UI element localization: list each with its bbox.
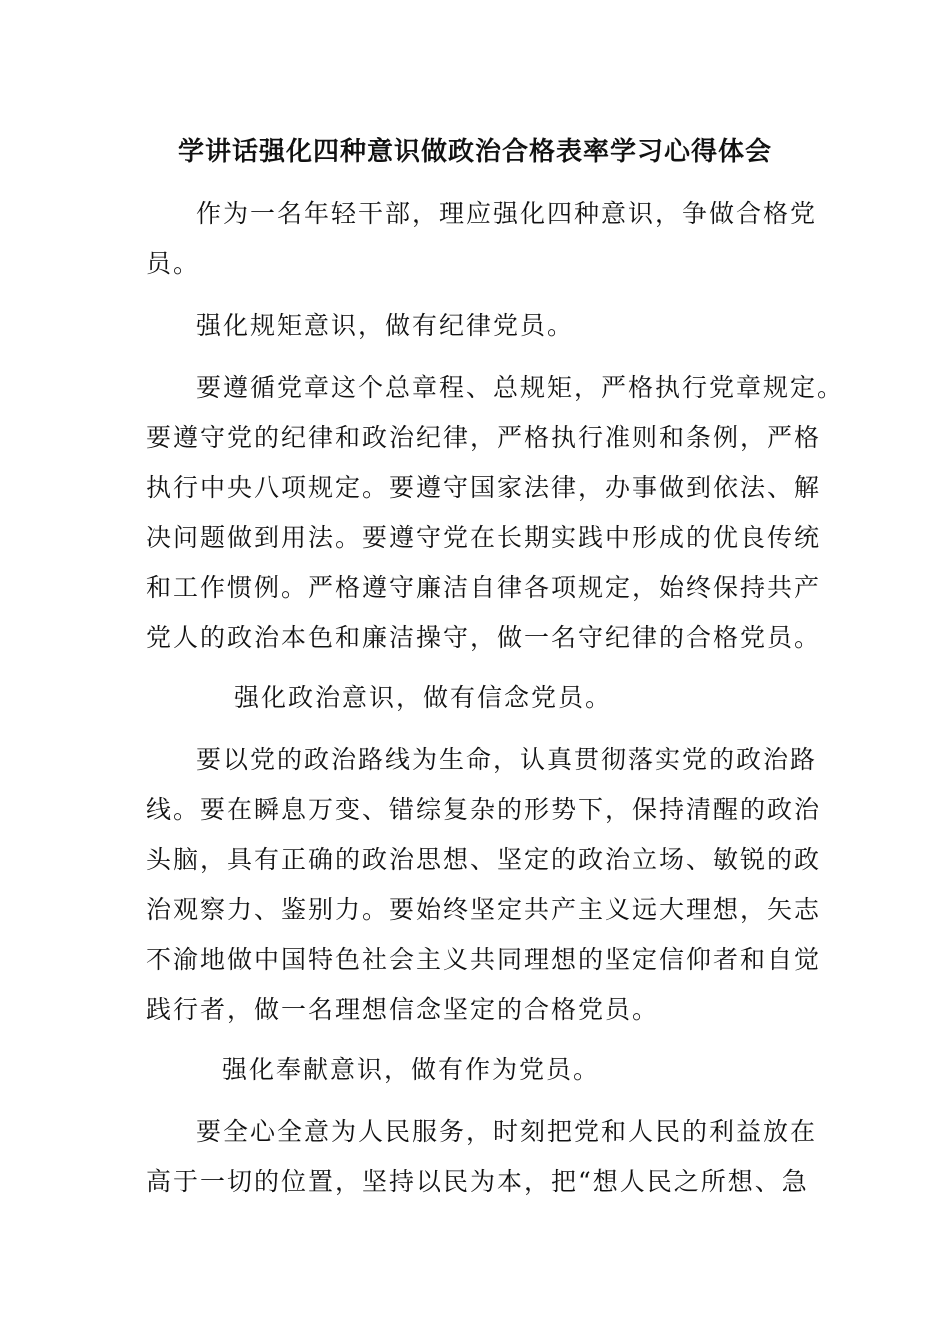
body-line: 决问题做到用法。要遵守党在长期实践中形成的优良传统	[146, 523, 822, 552]
body-line: 治观察力、鉴别力。要始终坚定共产主义远大理想，矢志	[146, 895, 822, 924]
section-heading-discipline: 强化规矩意识，做有纪律党员。	[196, 311, 575, 340]
body-line: 员。	[146, 249, 201, 278]
body-line: 执行中央八项规定。要遵守国家法律，办事做到依法、解	[146, 473, 822, 502]
document-title: 学讲话强化四种意识做政治合格表率学习心得体会	[177, 137, 772, 167]
body-line: 线。要在瞬息万变、错综复杂的形势下，保持清醒的政治	[146, 795, 822, 824]
body-line: 头脑，具有正确的政治思想、坚定的政治立场、敏锐的政	[146, 845, 822, 874]
body-line: 高于一切的位置，坚持以民为本，把“想人民之所想、急	[146, 1167, 809, 1196]
body-line: 作为一名年轻干部，理应强化四种意识，争做合格党	[196, 199, 818, 228]
body-line: 要以党的政治路线为生命，认真贯彻落实党的政治路	[196, 745, 818, 774]
body-line: 党人的政治本色和廉洁操守，做一名守纪律的合格党员。	[146, 623, 822, 652]
section-heading-dedication: 强化奉献意识，做有作为党员。	[222, 1055, 601, 1084]
body-line: 不渝地做中国特色社会主义共同理想的坚定信仰者和自觉	[146, 945, 822, 974]
body-line: 要遵循党章这个总章程、总规矩，严格执行党章规定。	[196, 373, 845, 402]
body-line: 要遵守党的纪律和政治纪律，严格执行准则和条例，严格	[146, 423, 822, 452]
body-line: 和工作惯例。严格遵守廉洁自律各项规定，始终保持共产	[146, 573, 822, 602]
section-heading-politics: 强化政治意识，做有信念党员。	[234, 683, 613, 712]
body-line: 践行者，做一名理想信念坚定的合格党员。	[146, 995, 660, 1024]
body-line: 要全心全意为人民服务，时刻把党和人民的利益放在	[196, 1117, 818, 1146]
